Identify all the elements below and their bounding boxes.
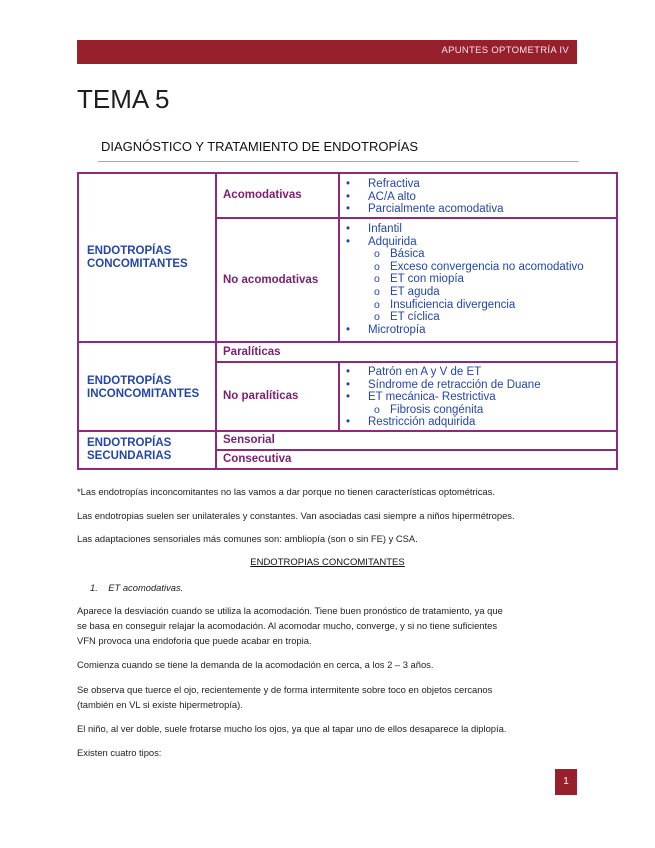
- row-label: Acomodativas: [223, 189, 302, 201]
- row-items-cell: [338, 172, 618, 219]
- group-cell-secundarias: [77, 430, 217, 470]
- group-label: ENDOTROPÍAS SECUNDARIAS: [87, 437, 172, 462]
- section-heading: ENDOTROPIAS CONCOMITANTES: [250, 557, 405, 568]
- group-cell-concomitantes: [77, 172, 217, 343]
- row-items-cell: [338, 217, 618, 343]
- group-cell-inconcomitantes: [77, 341, 217, 432]
- list-item: • Adquirida: [342, 236, 584, 249]
- item-list: [342, 178, 504, 216]
- list-item: • Infantil: [342, 223, 584, 236]
- running-title: APUNTES OPTOMETRÍA IV: [441, 45, 569, 56]
- list-item: • Patrón en A y V de ET: [342, 366, 541, 379]
- subsection-heading: [90, 582, 183, 593]
- row-label: Sensorial: [223, 434, 275, 446]
- item-list: [342, 366, 541, 429]
- paragraph: Las endotropias suelen ser unilaterales y constantes. Van asociadas casi siempre a niños hipermétropes.: [77, 510, 515, 521]
- row-label-cell: [215, 172, 340, 219]
- row-label: Consecutiva: [223, 453, 292, 465]
- row-label-cell: [215, 341, 618, 363]
- header-bar: [77, 40, 577, 64]
- paragraph-line: Aparece la desviación cuando se utiliza la acomodación. Tiene buen pronóstico de tratamiento, ya que: [77, 605, 503, 616]
- row-label: Paralíticas: [223, 346, 281, 358]
- row-label-cell: [215, 449, 618, 470]
- paragraph: Comienza cuando se tiene la demanda de la acomodación en cerca, a los 2 – 3 años.: [77, 659, 434, 670]
- list-item: • ET mecánica- Restrictiva: [342, 391, 541, 404]
- list-item: o Fibrosis congénita: [342, 404, 541, 417]
- row-label: No paralíticas: [223, 390, 299, 402]
- paragraph-line: VFN provoca una endoforia que puede acabar en tropia.: [77, 635, 312, 646]
- list-item: • Parcialmente acomodativa: [342, 203, 504, 216]
- subsection-title: ET acomodativas.: [108, 582, 184, 593]
- paragraph-line: se basa en conseguir relajar la acomodación. Al acomodar mucho, converge, y si no tiene suficientes: [77, 620, 498, 631]
- section-subtitle: DIAGNÓSTICO Y TRATAMIENTO DE ENDOTROPÍAS: [101, 139, 419, 154]
- list-item: • AC/A alto: [342, 191, 504, 204]
- row-label: No acomodativas: [223, 274, 319, 286]
- list-item: o ET cíclica: [342, 311, 584, 324]
- group-label: ENDOTROPÍAS INCONCOMITANTES: [87, 375, 200, 400]
- list-item: o Insuficiencia divergencia: [342, 299, 584, 312]
- subtitle-divider: [98, 161, 579, 162]
- page-title: TEMA 5: [77, 84, 170, 114]
- list-item: o Básica: [342, 248, 584, 261]
- list-item: o ET aguda: [342, 286, 584, 299]
- list-item: o Exceso convergencia no acomodativo: [342, 261, 584, 274]
- paragraph-line: Se observa que tuerce el ojo, recientemente y de forma intermitente sobre toco en objetos cercanos: [77, 684, 493, 695]
- list-item: o ET con miopía: [342, 273, 584, 286]
- paragraph: Las adaptaciones sensoriales más comunes son: ambliopía (son o sin FE) y CSA.: [77, 533, 418, 544]
- footnote: *Las endotropías inconcomitantes no las vamos a dar porque no tienen características optométricas.: [77, 486, 495, 497]
- list-item: • Microtropía: [342, 324, 584, 337]
- row-label-cell: [215, 430, 618, 451]
- list-item: • Síndrome de retracción de Duane: [342, 379, 541, 392]
- list-item: • Refractiva: [342, 178, 504, 191]
- classification-table: [77, 172, 618, 470]
- group-label: ENDOTROPÍAS CONCOMITANTES: [87, 245, 188, 270]
- page-number: 1: [555, 769, 577, 795]
- row-label-cell: [215, 217, 340, 343]
- paragraph: El niño, al ver doble, suele frotarse mucho los ojos, ya que al tapar uno de ellos desaparece la diplopía.: [77, 723, 507, 734]
- paragraph: Existen cuatro tipos:: [77, 747, 162, 758]
- list-item: • Restricción adquirida: [342, 416, 541, 429]
- row-label-cell: [215, 361, 340, 432]
- paragraph-line: (también en VL si existe hipermetropía).: [77, 699, 243, 710]
- subsection-number: 1.: [90, 582, 98, 593]
- row-items-cell: [338, 361, 618, 432]
- item-list: [342, 223, 584, 336]
